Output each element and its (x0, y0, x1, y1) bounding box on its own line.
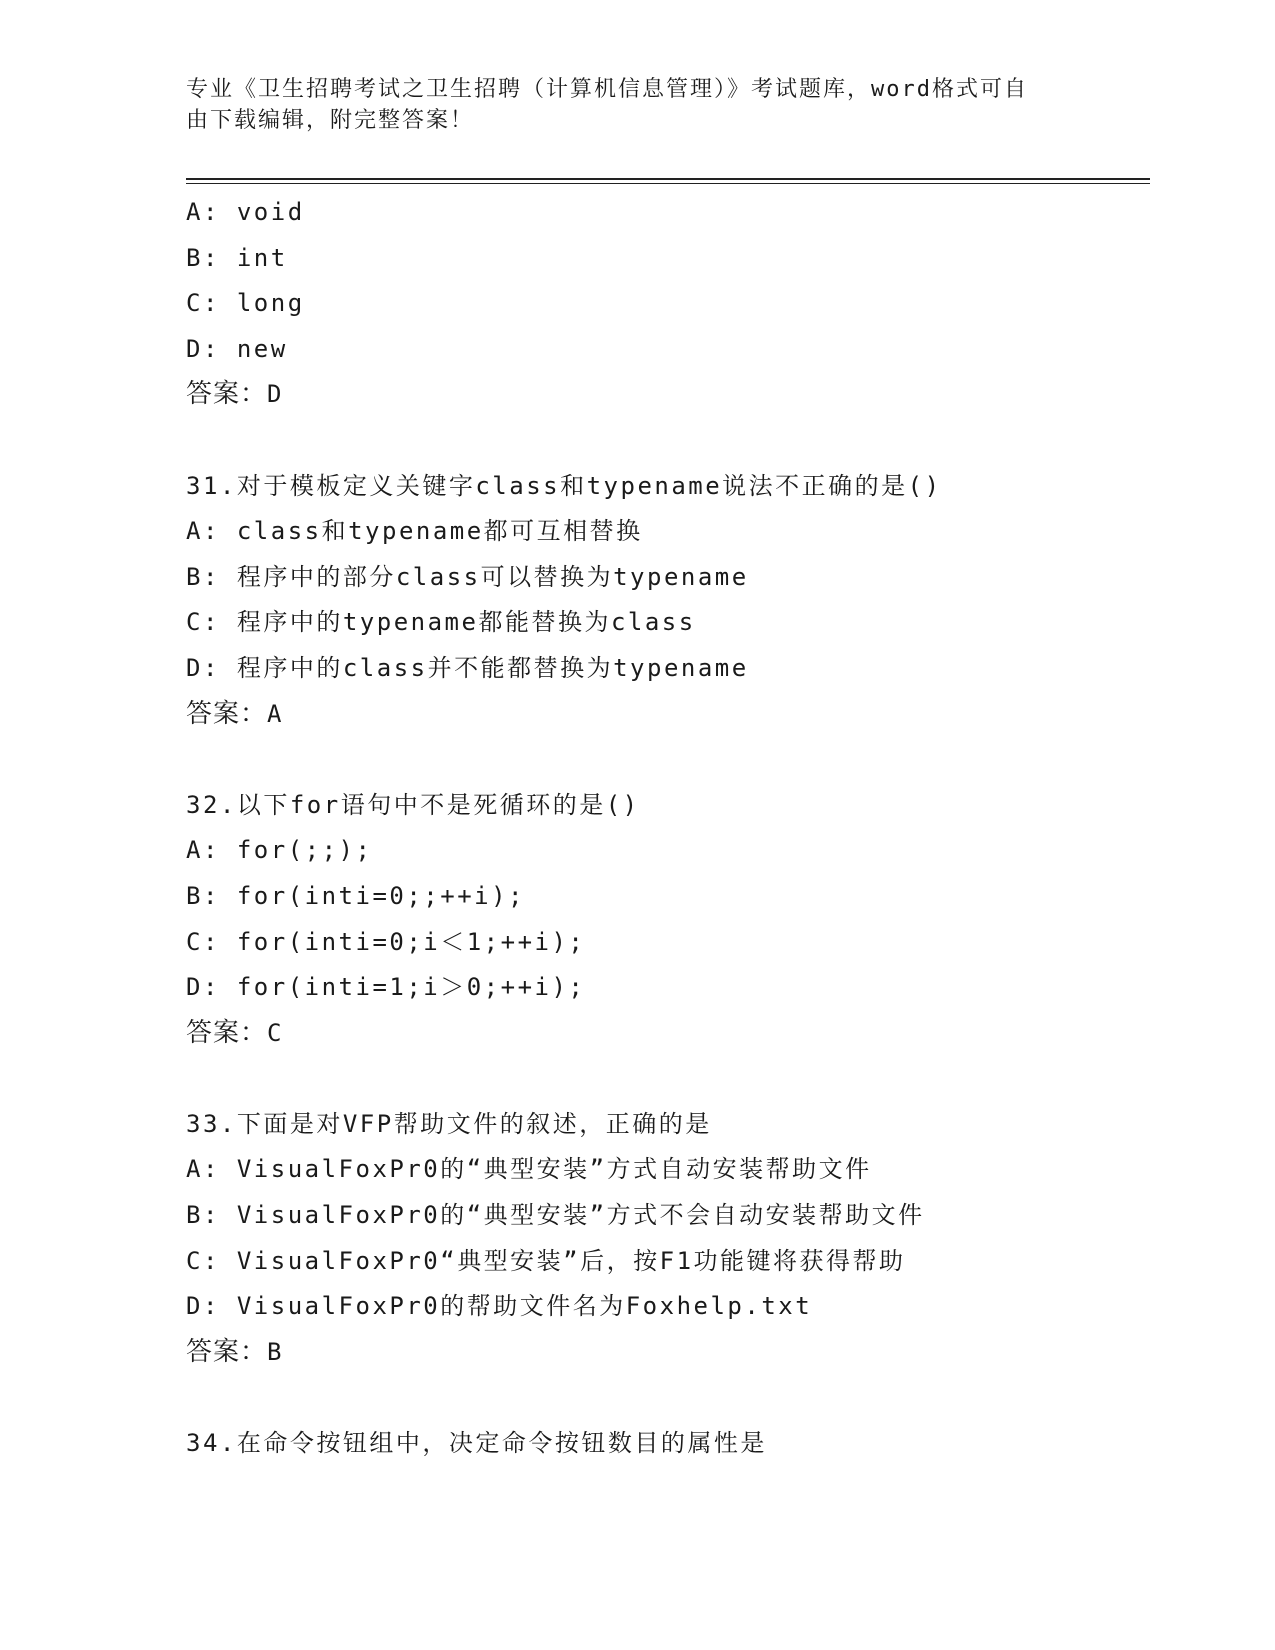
answer-value: A (267, 699, 283, 728)
header-line-2: 由下载编辑，附完整答案！ (186, 108, 475, 133)
answer-line (186, 1330, 1146, 1376)
question-34 (186, 1421, 1146, 1467)
answer-label: 答案： (186, 379, 268, 410)
spacer (186, 1056, 1146, 1102)
answer-value: C (267, 1018, 283, 1047)
option-c: C: VisualFoxPr0“典型安装”后，按F1功能键将获得帮助 (186, 1246, 906, 1275)
option-c: C: for(inti=0;i＜1;++i); (186, 927, 586, 956)
option-d: D: VisualFoxPr0的帮助文件名为Foxhelp.txt (186, 1292, 813, 1321)
question-stem: 31.对于模板定义关键字class和typename说法不正确的是() (186, 471, 942, 500)
option-b: B: for(inti=0;;++i); (186, 881, 525, 910)
header-line-1: 专业《卫生招聘考试之卫生招聘（计算机信息管理）》考试题库，word格式可自 (186, 77, 1028, 102)
question-stem: 34.在命令按钮组中，决定命令按钮数目的属性是 (186, 1429, 767, 1458)
answer-value: B (267, 1337, 283, 1366)
answer-label: 答案： (186, 698, 268, 729)
option-a: A: for(;;); (186, 836, 373, 865)
question-33 (186, 1102, 1146, 1376)
option-a: A: VisualFoxPr0的“典型安装”方式自动安装帮助文件 (186, 1155, 872, 1184)
question-32 (186, 783, 1146, 1057)
document-header (186, 74, 1066, 136)
question-stem: 33.下面是对VFP帮助文件的叙述，正确的是 (186, 1109, 712, 1138)
document-body (186, 190, 1146, 1467)
spacer (186, 737, 1146, 783)
answer-line (186, 372, 1146, 418)
answer-line (186, 692, 1146, 738)
option-b: B: VisualFoxPr0的“典型安装”方式不会自动安装帮助文件 (186, 1201, 925, 1230)
option-d: D: for(inti=1;i＞0;++i); (186, 973, 586, 1002)
option-b: B: 程序中的部分class可以替换为typename (186, 562, 749, 591)
header-rule-thin (186, 183, 1150, 184)
answer-value: D (267, 380, 283, 409)
question-stem: 32.以下for语句中不是死循环的是() (186, 790, 640, 819)
continued-question (186, 190, 1146, 418)
header-rule-thick (186, 178, 1150, 180)
answer-label: 答案： (186, 1017, 268, 1048)
option-a: A: class和typename都可互相替换 (186, 517, 643, 546)
spacer (186, 1375, 1146, 1421)
answer-line (186, 1011, 1146, 1057)
spacer (186, 418, 1146, 464)
answer-label: 答案： (186, 1336, 268, 1367)
question-31 (186, 464, 1146, 738)
option-d: D: 程序中的class并不能都替换为typename (186, 653, 749, 682)
option-a: A: void (186, 198, 305, 226)
option-b: B: int (186, 243, 288, 272)
option-c: C: long (186, 289, 305, 318)
option-d: D: new (186, 334, 288, 363)
option-c: C: 程序中的typename都能替换为class (186, 608, 696, 637)
